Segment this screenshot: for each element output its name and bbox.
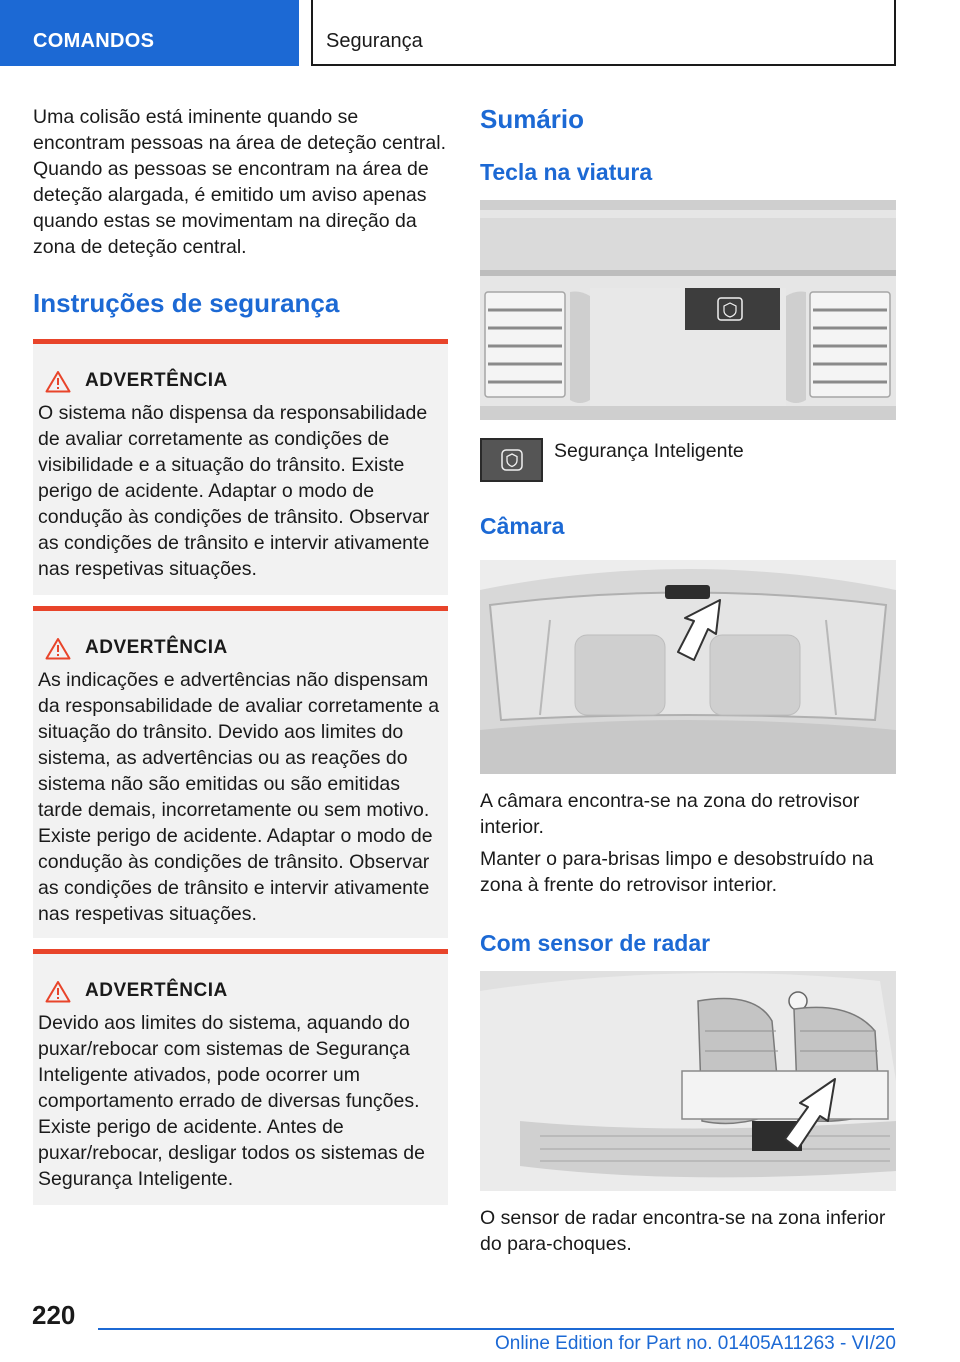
edition-text: Online Edition for Part no. 01405A11263 - VI/20: [494, 1333, 896, 1354]
page-header: [0, 0, 960, 66]
warning-box: [33, 606, 448, 938]
intelligent-safety-icon: [480, 438, 543, 482]
camera-location-text: A câmara encontra-se na zona do retrovisor interior.: [480, 790, 860, 838]
warning-header: [33, 633, 448, 663]
warning-title: ADVERTÊNCIA: [85, 637, 228, 658]
warning-header: [33, 976, 448, 1006]
camera-heading: Câmara: [480, 513, 565, 539]
summary-heading: Sumário: [480, 104, 585, 134]
left-column: [33, 104, 448, 1205]
warning-text: Devido aos limites do sistema, aquando do puxar/rebocar com sistemas de Segurança Inteligente ativados, pode ocorrer um comportamento errado de diversas funções. Existe perigo de acidente. Antes de puxar/rebocar, desligar todos os sistemas de Segurança Inteligente.: [38, 1012, 425, 1190]
button-label: Segurança Inteligente: [554, 440, 744, 462]
windshield-camera-figure: [480, 560, 896, 774]
warning-triangle-icon: [41, 978, 75, 1004]
button-legend: [480, 438, 896, 482]
camera-clean-text: Manter o para-brisas limpo e desobstruído na zona à frente do retrovisor interior.: [480, 848, 874, 896]
right-column: [480, 104, 896, 1257]
warning-title: ADVERTÊNCIA: [85, 980, 228, 1001]
radar-heading: Com sensor de radar: [480, 930, 711, 956]
dashboard-button-figure: [480, 200, 896, 420]
warning-text: As indicações e advertências não dispensam da responsabilidade de avaliar corretamente a situação do trânsito. Devido aos limites do sistema, as advertências ou as reações do sistema não são emitidas ou são emitidas tarde demais, incorretamente ou sem motivo. Existe perigo de acidente. Adaptar o modo de condução às condições de trânsito. Observar as condições de trânsito e intervir ativamente nas respetivas situações.: [38, 669, 440, 925]
page-number: 220: [32, 1300, 76, 1330]
intro-paragraph: Uma colisão está iminente quando se encontram pessoas na área de deteção central. Quando as pessoas se encontram na área de deteção alargada, é emitido um aviso apenas quando estas se movimentam na direção da zona de deteção central.: [33, 106, 447, 258]
warning-triangle-icon: [41, 635, 75, 661]
button-heading: Tecla na viatura: [480, 159, 653, 185]
section-title: Segurança: [311, 0, 896, 66]
warning-text: O sistema não dispensa da responsabilidade de avaliar corretamente as condições de visibilidade e a situação do trânsito. Existe perigo de acidente. Adaptar o modo de condução às condições de trânsito. Observar as condições de trânsito e intervir ativamente nas respetivas situações.: [38, 402, 430, 580]
chapter-tab: COMANDOS: [0, 0, 299, 66]
front-bumper-radar-figure: [480, 971, 896, 1191]
footer-rule: [98, 1328, 894, 1330]
warning-box: [33, 949, 448, 1205]
warning-triangle-icon: [41, 368, 75, 394]
radar-location-text: O sensor de radar encontra-se na zona inferior do para-choques.: [480, 1207, 886, 1255]
warning-header: [33, 366, 448, 396]
safety-heading: Instruções de segurança: [33, 288, 340, 318]
warning-title: ADVERTÊNCIA: [85, 370, 228, 391]
warning-box: [33, 339, 448, 595]
